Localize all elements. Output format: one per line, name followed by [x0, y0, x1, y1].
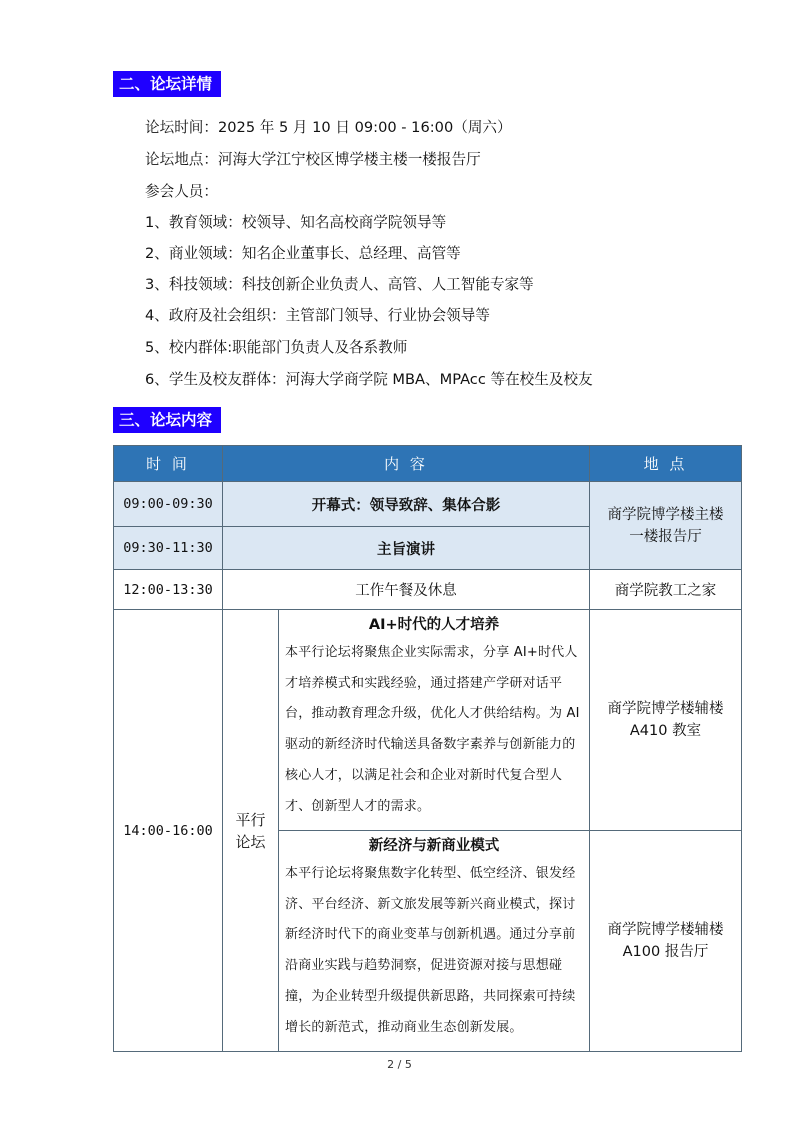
forum-time-line: 论坛时间：2025 年 5 月 10 日 09:00 - 16:00（周六） — [145, 119, 512, 136]
table-row — [114, 570, 742, 610]
header-time: 时 间 — [114, 446, 223, 482]
table-header-row — [114, 446, 742, 482]
place-line: A410 教室 — [629, 723, 702, 739]
attendee-item: 3、科技领域：科技创新企业负责人、高管、人工智能专家等 — [145, 276, 534, 293]
row-time: 09:30-11:30 — [114, 527, 223, 570]
row-content: 工作午餐及休息 — [223, 570, 590, 610]
place-line: A100 报告厅 — [622, 944, 709, 960]
row-place: 商学院教工之家 — [590, 570, 742, 610]
row-place — [590, 610, 742, 831]
table-row — [114, 482, 742, 527]
parallel-forum-body: 本平行论坛将聚焦企业实际需求，分享 AI+时代人才培养模式和实践经验，通过搭建产学研对话平台，推动教育理念升级，优化人才供给结构。为 AI 驱动的新经济时代输送具备数字素养与创新能力的核心人才，以满足社会和企业对新时代复合型人才、创新型人才的需求。 — [285, 645, 580, 814]
row-time: 12:00-13:30 — [114, 570, 223, 610]
row-content: 主旨演讲 — [223, 527, 590, 570]
place-line: 一楼报告厅 — [629, 528, 702, 545]
place-line: 商学院博学楼辅楼 — [607, 701, 724, 717]
row-time: 14:00-16:00 — [114, 610, 223, 1052]
table-row — [114, 610, 742, 831]
row-place — [590, 831, 742, 1052]
row-place — [590, 482, 742, 570]
row-type-line: 论坛 — [235, 832, 266, 851]
attendee-item: 4、政府及社会组织：主管部门领导、行业协会领导等 — [145, 307, 490, 324]
forum-place-line: 论坛地点：河海大学江宁校区博学楼主楼一楼报告厅 — [145, 151, 481, 168]
parallel-forum-ai — [279, 610, 590, 831]
attendees-label: 参会人员： — [145, 183, 218, 200]
attendee-item: 5、校内群体:职能部门负责人及各系教师 — [145, 339, 408, 356]
row-type-line: 平行 — [235, 810, 266, 829]
parallel-forum-economy — [279, 831, 590, 1052]
header-place: 地 点 — [590, 446, 742, 482]
row-time: 09:00-09:30 — [114, 482, 223, 527]
section-heading-content: 三、论坛内容 — [113, 407, 221, 433]
parallel-forum-body: 本平行论坛将聚焦数字化转型、低空经济、银发经济、平台经济、新文旅发展等新兴商业模式，探讨新经济时代下的商业变革与创新机遇。通过分享前沿商业实践与趋势洞察，促进资源对接与思想碰撞，为企业转型升级提供新思路，共同探索可持续增长的新范式，推动商业生态创新发展。 — [285, 866, 576, 1035]
header-content: 内 容 — [223, 446, 590, 482]
parallel-forum-title: 新经济与新商业模式 — [368, 838, 500, 854]
parallel-forum-title: AI+时代的人才培养 — [368, 617, 500, 633]
page-number: 2 / 5 — [387, 1058, 412, 1071]
place-line: 商学院博学楼主楼 — [607, 506, 724, 523]
attendee-item: 1、教育领域：校领导、知名高校商学院领导等 — [145, 214, 447, 231]
schedule-table — [113, 445, 742, 1052]
row-type — [223, 610, 279, 1052]
attendee-item: 2、商业领域：知名企业董事长、总经理、高管等 — [145, 245, 461, 262]
place-line: 商学院博学楼辅楼 — [607, 922, 724, 938]
row-content: 开幕式：领导致辞、集体合影 — [223, 482, 590, 527]
attendee-item: 6、学生及校友群体：河海大学商学院 MBA、MPAcc 等在校生及校友 — [145, 371, 593, 388]
section-heading-details: 二、论坛详情 — [113, 71, 221, 97]
